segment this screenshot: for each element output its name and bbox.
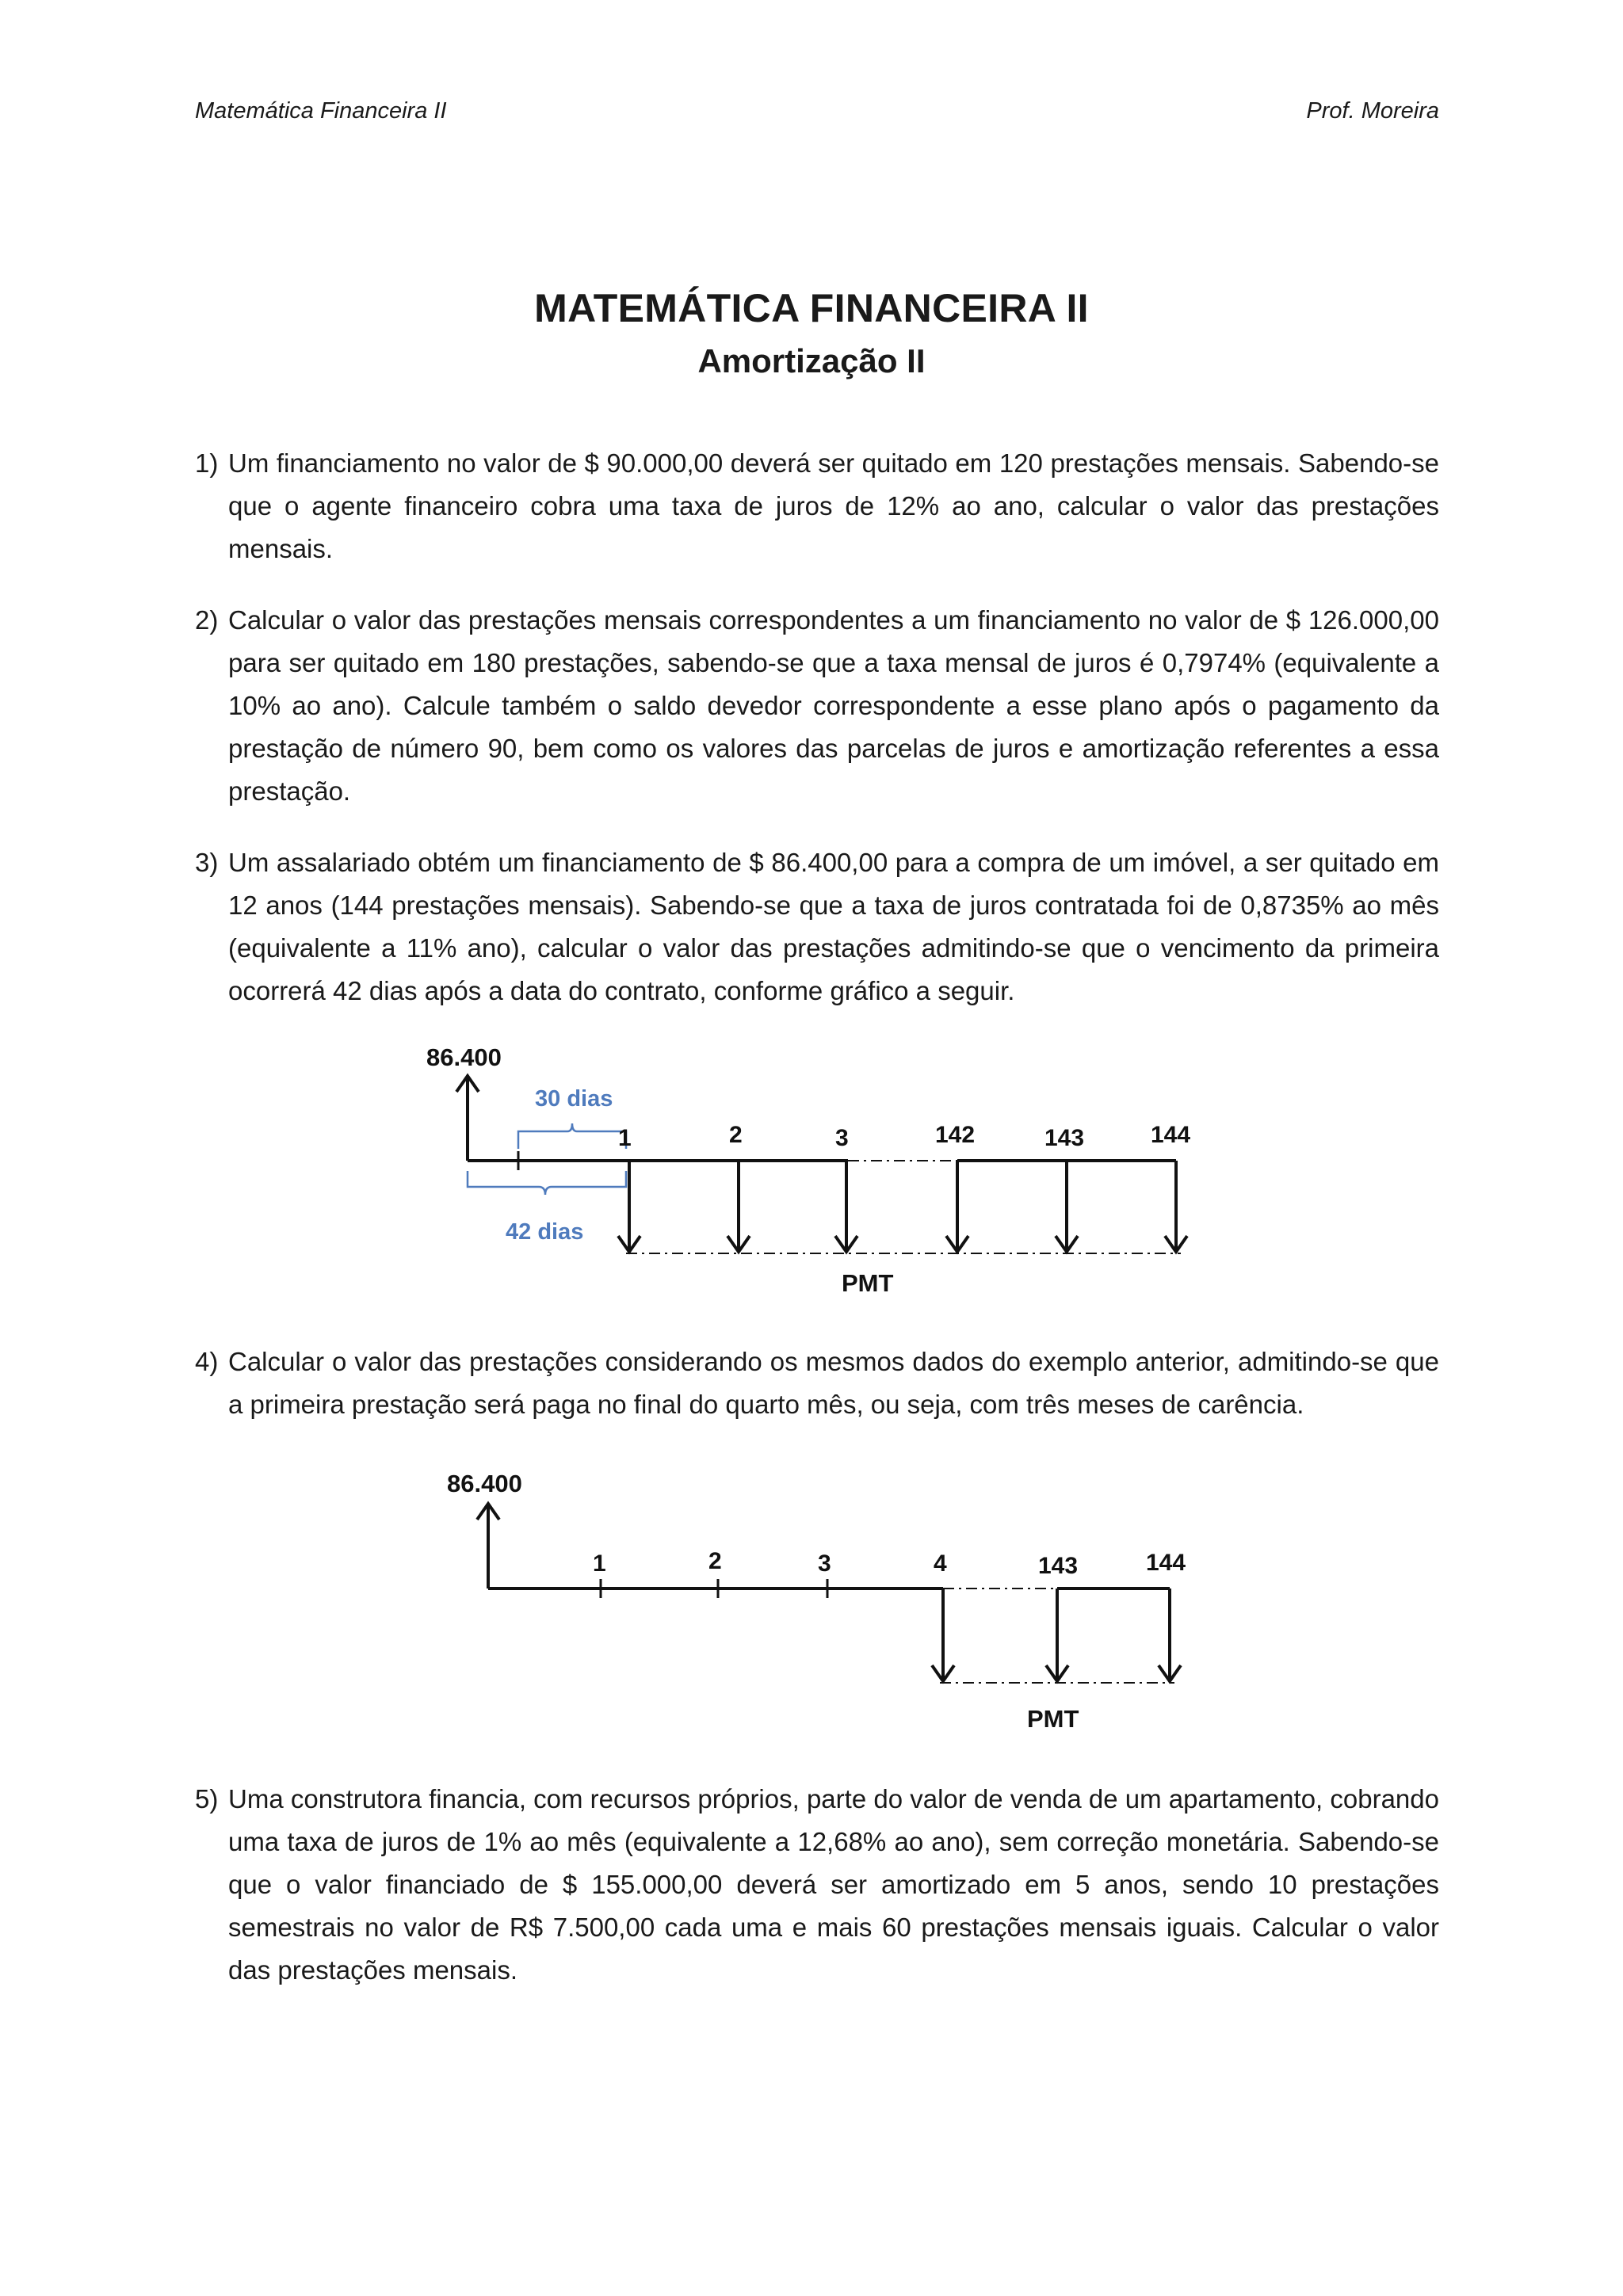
period-label: 3 [818, 1550, 831, 1577]
payment-arrow [932, 1589, 954, 1681]
payment-arrow [1165, 1161, 1187, 1252]
question-text: Calcular o valor das prestações mensais correspondentes a um financiamento no valor de $ 126.000,00 para ser quitado em 180 prestações, sabendo-se que a taxa mensal de juros é 0,7974% (equivalente a 10% ao ano). Calcule também o saldo devedor correspondente a esse plano após o pagamento da prestação de número 90, bem como os valores das parcelas de juros e amortização referentes a essa prestação. [228, 605, 1439, 806]
question-2 [195, 599, 1439, 813]
period-label: 143 [1044, 1125, 1085, 1151]
period-label: 144 [1146, 1550, 1186, 1576]
pmt-label: PMT [1027, 1705, 1079, 1733]
period-label: 2 [708, 1548, 722, 1574]
question-number: 4) [195, 1347, 219, 1376]
label-30-dias: 30 dias [535, 1086, 613, 1112]
payment-arrow [618, 1161, 640, 1252]
brace-30-dias [518, 1123, 626, 1149]
header-professor: Prof. Moreira [1306, 98, 1439, 124]
question-number: 5) [195, 1784, 219, 1814]
period-label: 2 [729, 1122, 743, 1148]
payment-arrow [1159, 1589, 1181, 1681]
principal-label: 86.400 [426, 1043, 502, 1071]
question-3 [195, 841, 1439, 1013]
question-1 [195, 442, 1439, 570]
brace-42-dias [468, 1171, 626, 1195]
payment-arrow [1046, 1589, 1068, 1681]
period-label: 144 [1151, 1122, 1191, 1148]
question-text: Um assalariado obtém um financiamento de $ 86.400,00 para a compra de um imóvel, a ser quitado em 12 anos (144 prestações mensais). Sabendo-se que a taxa de juros contratada foi de 0,8735% ao mês (equivalente a 11% ano), calcular o valor das prestações admitindo-se que o vencimento da primeira ocorrerá 42 dias após a data do contrato, conforme gráfico a seguir. [228, 848, 1439, 1005]
period-label: 142 [935, 1122, 976, 1148]
pmt-label: PMT [842, 1269, 894, 1297]
principal-label: 86.400 [447, 1470, 522, 1497]
page-title: MATEMÁTICA FINANCEIRA II [534, 286, 1089, 330]
page-subtitle: Amortização II [697, 342, 926, 379]
question-text: Um financiamento no valor de $ 90.000,00 deverá ser quitado em 120 prestações mensais. Sabendo-se que o agente financeiro cobra uma taxa de juros de 12% ao ano, calcular o valor das prestações mensais. [228, 448, 1439, 563]
header-course: Matemática Financeira II [195, 98, 447, 124]
question-4 [195, 1341, 1439, 1426]
payment-arrow [727, 1161, 750, 1252]
payment-arrow [1056, 1161, 1078, 1252]
cash-flow-diagram-1 [0, 1030, 1623, 1327]
principal-arrow [477, 1504, 499, 1589]
question-number: 3) [195, 848, 219, 877]
payment-arrow [835, 1161, 857, 1252]
period-label: 4 [934, 1550, 947, 1577]
period-label: 3 [835, 1125, 849, 1151]
question-text: Calcular o valor das prestações considerando os mesmos dados do exemplo anterior, admitindo-se que a primeira prestação será paga no final do quarto mês, ou seja, com três meses de carência. [228, 1347, 1439, 1419]
principal-arrow [456, 1076, 479, 1161]
period-label: 143 [1038, 1553, 1079, 1579]
period-label: 1 [618, 1125, 632, 1151]
question-number: 1) [195, 448, 219, 478]
cash-flow-diagram-2 [0, 1458, 1623, 1755]
question-number: 2) [195, 605, 219, 635]
payment-arrow [946, 1161, 968, 1252]
label-42-dias: 42 dias [506, 1219, 584, 1245]
period-label: 1 [593, 1550, 606, 1577]
question-5 [195, 1778, 1439, 1992]
question-text: Uma construtora financia, com recursos próprios, parte do valor de venda de um apartamento, cobrando uma taxa de juros de 1% ao mês (equivalente a 12,68% ao ano), sem correção monetária. Sabendo-se que o valor financiado de $ 155.000,00 deverá ser amortizado em 5 anos, sendo 10 prestações semestrais no valor de R$ 7.500,00 cada uma e mais 60 prestações mensais iguais. Calcular o valor das prestações mensais. [228, 1784, 1439, 1985]
